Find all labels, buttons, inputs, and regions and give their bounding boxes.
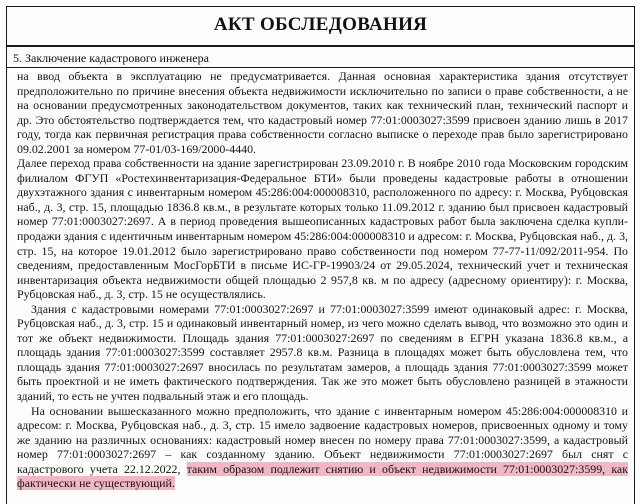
section-heading: 5. Заключение кадастрового инженера <box>7 47 634 68</box>
paragraph-1: на ввод объекта в эксплуатацию не предусматривается. Данная основная характеристика здания отсутствует предположительно по причине внесения объекта недвижимости исключительно по записи о праве собственности, а не на основании предусмотренных законодательством документов, таких как технический план, технический паспорт и др. Это обстоятельство подтверждается тем, что кадастровый номер 77:01:0003027:3599 присвоен зданию лишь в 2017 году, тогда как первичная регистрация права собственности согласно выписке о переходе прав было зарегистрировано 09.02.2001 за номером 77-01/03-169/2000-4440. <box>17 69 628 156</box>
paragraph-4 <box>17 404 628 491</box>
document-sheet <box>6 6 635 504</box>
document-body <box>7 68 634 491</box>
highlighted-conclusion: таким образом подлежит снятию и объект недвижимости 77:01:0003027:3599, как фактически не существующий. <box>17 461 628 491</box>
paragraph-3: Здания с кадастровыми номерами 77:01:0003027:2697 и 77:01:0003027:3599 имеют одинаковый адрес: г. Москва, Рубцовская наб., д. 3, стр. 15 и одинаковый инвентарный номер, из чего можно сделать вывод, что возможно это один и тот же объект недвижимости. Площадь здания 77:01:0003027:2697 по сведениям в ЕГРН указана 1836.8 кв.м., а площадь здания 77:01:0003027:3599 составляет 2957.8 кв.м. Разница в площадях может быть обусловлена тем, что площадь здания 77:01:0003027:2697 вносилась по результатам замеров, а площадь здания 77:01:0003027:3599 может быть проектной и не иметь фактического подтверждения. Так же это может быть обусловлено разницей в этажности зданий, то есть не учтен подвальный этаж и его площадь. <box>17 301 628 404</box>
page-title: АКТ ОБСЛЕДОВАНИЯ <box>7 7 634 47</box>
paragraph-2: Далее переход права собственности на здание зарегистрирован 23.09.2010 г. В ноябре 2010 года Московским городским филиалом ФГУП «Ростехинвентаризация-Федеральное БТИ» были проведены кадастровые работы в отношении двухэтажного здания с инвентарным номером 45:286:004:000008310, расположенного по адресу: г. Москва, Рубцовская наб., д. 3, стр. 15, площадью 1836.8 кв.м., в результате которых только 11.09.2012 г. зданию был присвоен кадастровый номер 77:01:0003027:2697. А в период проведения вышеописанных кадастровых работ была заключена сделка купли-продажи здания с идентичным инвентарным номером 45:286:004:000008310 и адресом: г. Москва, Рубцовская наб., д. 3, стр. 15, на которое 19.01.2012 было зарегистрировано право собственности под номером 77-77-11/092/2011-954. По сведениям, предоставленным МосГорБТИ в письме ИС-ГР-19903/24 от 29.05.2024, технический учет и техническая инвентаризация объекта недвижимости общей площадью 2 957,8 кв. м по адресу (адресному ориентиру): г. Москва, Рубцовская наб., д. 3, стр. 15 не осуществлялись. <box>17 156 628 302</box>
paragraph-4-text: На основании вышесказанного можно предположить, что здание с инвентарным номером 45:286:004:000008310 и адресом: г. Москва, Рубцовская наб., д. 3, стр. 15 имело задвоение кадастровых номеров, присвоенных одному и тому же зданию на различных основаниях: кадастровый номер внесен по номеру права 77:01:0003027:3599, а кадастровый номер 77:01:0003027:2697 – как созданному зданию. Объект недвижимости 77:01:0003027:2697 был снят с кадастрового учета 22.12.2022, <box>17 403 628 476</box>
